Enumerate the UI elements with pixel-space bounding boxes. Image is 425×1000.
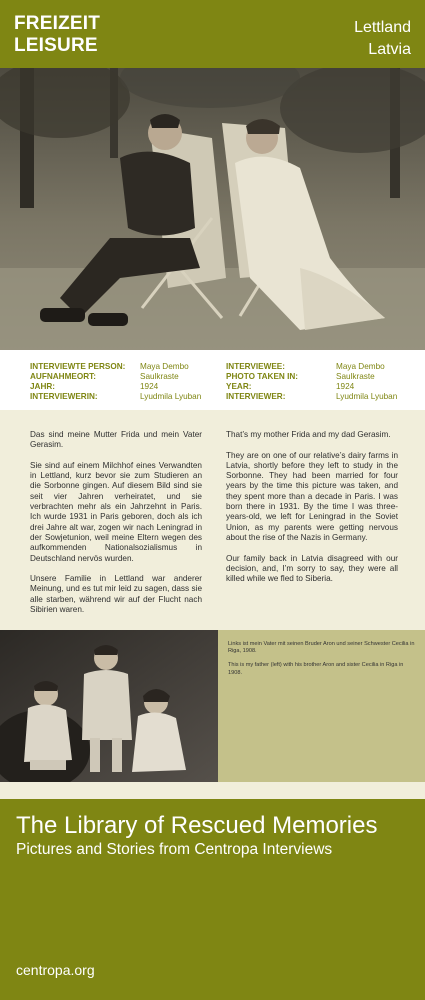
- info-value: Maya Dembo: [336, 362, 385, 371]
- info-row: [226, 392, 397, 402]
- caption-english: This is my father (left) with his brother Aron and sister Cecilia in Riga in 1908.: [228, 662, 404, 676]
- divider: [0, 782, 425, 799]
- info-label: YEAR:: [226, 382, 252, 391]
- info-label: PHOTO TAKEN IN:: [226, 372, 299, 381]
- story-paragraph: That’s my mother Frida and my dad Gerasim.: [226, 430, 391, 439]
- info-value: Maya Dembo: [140, 362, 189, 371]
- main-photo: [0, 68, 425, 350]
- title-english: LEISURE: [14, 35, 98, 56]
- library-subtitle: Pictures and Stories from Centropa Interviews: [16, 841, 333, 858]
- children-photo-image: [0, 630, 218, 782]
- story-paragraph: Unsere Familie in Lettland war anderer Meinung, und es tut mir leid zu sagen, dass sie alle starben, während wir auf der Flucht nach Sibirien waren.: [30, 574, 202, 615]
- story-german: [30, 430, 202, 626]
- interview-info: [0, 350, 425, 410]
- story-english: [226, 430, 398, 595]
- footer: [0, 799, 425, 1000]
- info-row: [30, 362, 201, 372]
- website-link[interactable]: centropa.org: [16, 962, 95, 978]
- country-german: Lettland: [354, 19, 411, 36]
- info-label: AUFNAHMEORT:: [30, 372, 96, 381]
- photo-caption: [218, 630, 425, 782]
- info-row: [30, 372, 201, 382]
- caption-german: Links ist mein Vater mit seinen Bruder Aron und seiner Schwester Cecilia in Riga, 1908.: [228, 641, 415, 655]
- info-label: INTERVIEWERIN:: [30, 392, 98, 401]
- library-title: The Library of Rescued Memories: [16, 812, 378, 839]
- country-english: Latvia: [368, 41, 411, 58]
- info-row: [30, 382, 201, 392]
- title-german: FREIZEIT: [14, 13, 101, 34]
- country-label: [354, 17, 411, 61]
- info-german: [30, 362, 201, 402]
- info-value: Lyudmila Lyuban: [336, 392, 398, 401]
- info-label: INTERVIEWER:: [226, 392, 286, 401]
- section-title: [14, 13, 100, 57]
- story-paragraph: Sie sind auf einem Milchhof eines Verwandten in Lettland, kurz bevor sie zum Studieren an die Sorbonne gingen. Auf diesem Bild sind sie seit vier Jahren verheiratet, und sie verbrachten mehr als ein Jahrzehnt in Paris. Ich wurde 1931 in Paris geboren, doch als ich drei Jahre alt war, zogen wir nach Leningrad in der Sowjetunion, weil meine Eltern wegen des aufkommenden Nationalsozialismus in Deutschland nervös wurden.: [30, 460, 202, 563]
- info-row: [30, 392, 201, 402]
- story-paragraph: Das sind meine Mutter Frida und mein Vater Gerasim.: [30, 430, 202, 450]
- info-value: Saulkraste: [336, 372, 375, 381]
- info-label: INTERVIEWEE:: [226, 362, 285, 371]
- info-label: JAHR:: [30, 382, 56, 391]
- info-value: Lyudmila Lyuban: [140, 392, 202, 401]
- info-row: [226, 382, 397, 392]
- story-paragraph: Our family back in Latvia disagreed with our decision, and, I’m sorry to say, they were all killed while we fled to Siberia.: [226, 553, 398, 584]
- children-photo: [0, 630, 218, 782]
- info-english: [226, 362, 397, 402]
- story-section: [0, 410, 425, 630]
- header-bar: [0, 0, 425, 68]
- main-photo-image: [0, 68, 425, 350]
- info-value: 1924: [140, 382, 159, 391]
- story-paragraph: They are on one of our relative’s dairy farms in Latvia, shortly before they left to study in the Sorbonne. They had been married for four years by the time this picture was taken, and they spent more than a decade in Paris. I was born there in 1931. By the time I was three-years-old, we left for Leningrad in the Soviet Union, as my parents were getting nervous about the rise of the Nazis in Germany.: [226, 450, 398, 542]
- info-value: 1924: [336, 382, 355, 391]
- info-value: Saulkraste: [140, 372, 179, 381]
- info-row: [226, 372, 397, 382]
- info-row: [226, 362, 397, 372]
- info-label: INTERVIEWTE PERSON:: [30, 362, 126, 371]
